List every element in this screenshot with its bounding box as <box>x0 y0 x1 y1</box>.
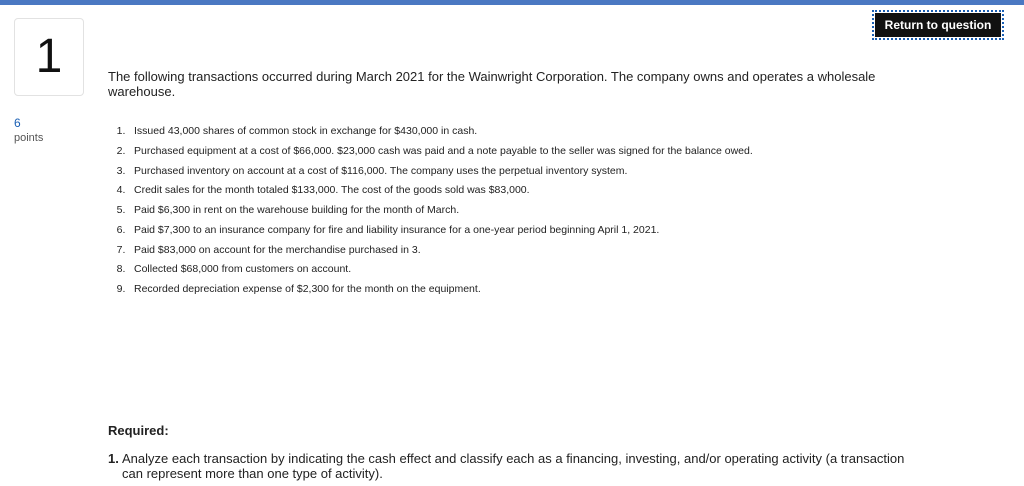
transaction-number: 4. <box>116 184 126 197</box>
transaction-number: 8. <box>116 263 126 276</box>
transaction-item <box>108 223 753 243</box>
required-item-text: Analyze each transaction by indicating the cash effect and classify each as a financing, investing, and/or operating activity (a transaction can represent more than one type of activity). <box>122 451 905 481</box>
transaction-text: Purchased inventory on account at a cost of $116,000. The company uses the perpetual inventory system. <box>134 164 628 177</box>
transaction-list <box>108 124 753 302</box>
points-value: 6 <box>14 116 21 130</box>
transaction-text: Purchased equipment at a cost of $66,000. $23,000 cash was paid and a note payable to the seller was signed for the balance owed. <box>134 144 753 157</box>
transaction-text: Paid $83,000 on account for the merchandise purchased in 3. <box>134 243 421 256</box>
required-item-number: 1. <box>108 451 119 466</box>
transaction-number: 2. <box>116 144 126 157</box>
transaction-number: 5. <box>116 204 126 216</box>
transaction-item <box>108 124 753 144</box>
transaction-text: Issued 43,000 shares of common stock in exchange for $430,000 in cash. <box>134 125 478 137</box>
points-label: points <box>14 132 44 144</box>
transaction-item <box>108 144 753 164</box>
required-item <box>108 451 908 481</box>
transaction-number: 6. <box>116 223 126 236</box>
top-accent-bar <box>0 0 1024 5</box>
transaction-item <box>108 262 753 282</box>
question-intro: The following transactions occurred during March 2021 for the Wainwright Corporation. The company owns and operates a wholesale warehouse. <box>108 69 876 99</box>
transaction-text: Collected $68,000 from customers on account. <box>134 263 352 276</box>
transaction-text: Recorded depreciation expense of $2,300 for the month on the equipment. <box>134 283 481 295</box>
transaction-number: 7. <box>116 243 126 256</box>
return-to-question-button[interactable]: Return to question <box>875 13 1001 37</box>
transaction-item <box>108 282 753 302</box>
transaction-text: Credit sales for the month totaled $133,000. The cost of the goods sold was $83,000. <box>134 184 530 197</box>
question-number: 1 <box>35 30 63 83</box>
transaction-item <box>108 183 753 203</box>
transaction-number: 1. <box>116 125 126 137</box>
transaction-item <box>108 243 753 263</box>
transaction-item <box>108 203 753 223</box>
transaction-number: 3. <box>116 164 126 177</box>
transaction-number: 9. <box>116 283 126 295</box>
required-heading: Required: <box>108 423 169 438</box>
transaction-item <box>108 164 753 184</box>
transaction-text: Paid $6,300 in rent on the warehouse building for the month of March. <box>134 204 460 216</box>
question-number-box <box>14 18 84 96</box>
transaction-text: Paid $7,300 to an insurance company for fire and liability insurance for a one-year period beginning April 1, 2021. <box>134 223 660 236</box>
